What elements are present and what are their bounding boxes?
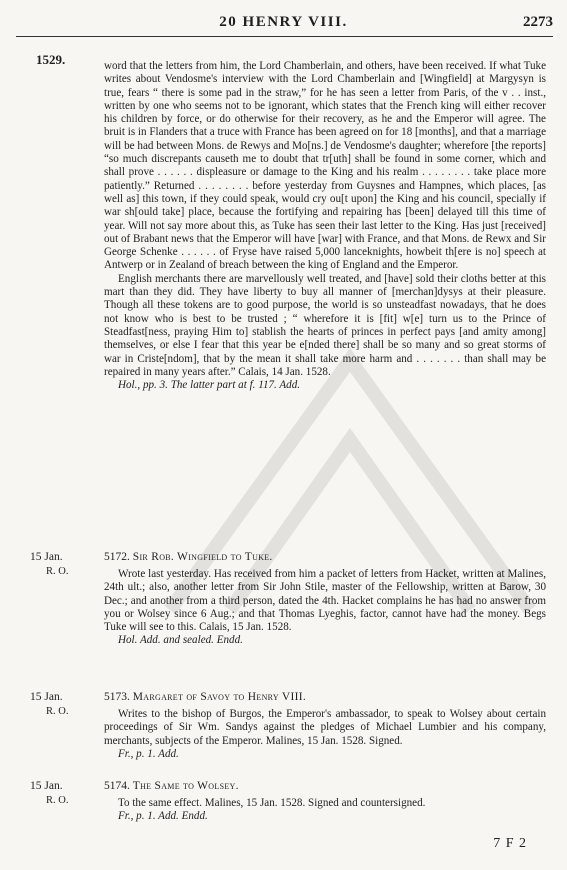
entry-number: 5172. [104,551,130,563]
entry-title: Sir Rob. Wingfield to Tuke. [132,551,273,563]
entry-title: Margaret of Savoy to Henry VIII. [132,691,307,703]
continuation-text [104,60,546,392]
entry-title: The Same to Wolsey. [132,780,239,792]
header-rule [16,36,553,37]
entry-source: R. O. [46,566,69,577]
entry-heading [104,691,306,703]
signature-mark: 7 F 2 [493,836,527,851]
entry-number: 5174. [104,780,130,792]
entry-body-block [104,568,546,648]
continuation-note: Hol., pp. 3. The latter part at f. 117. Add. [118,379,301,392]
entry-heading [104,780,239,792]
entry-body-block [104,708,546,761]
year-margin: 1529. [36,52,66,67]
entry-date: 15 Jan. [30,691,63,703]
entry-body: To the same effect. Malines, 15 Jan. 1528. Signed and countersigned. [118,797,426,809]
entry-number: 5173. [104,691,130,703]
entry-note: Hol. Add. and sealed. Endd. [118,634,243,647]
entry-heading [104,551,273,563]
continuation-paragraph: English merchants there are marvellously well treated, and [have] sold their cloths better at this mart than they did. They have liberty to buy all manner of [merchan]dysys at their pleasure. Though all these tokens are to good purpose, the world is so unsteadfast nowadays, that he does not know who is best to be trusted ; “ wherefore it is [fit] w[e] turn us to the Prince of Steadfast[ness, praying Him to] stablish the hearts of princes in perfect pays [and amity among] themselves, or else I fear that this year be e[nded there] shall be so many and so great storms of war in Criste[ndom], that by the mean it shall take more harm and . . . . . . . than shall may be repaired in many years after.” Calais, 14 Jan. 1528. [104,272,546,378]
entry-date: 15 Jan. [30,551,63,563]
page-number: 2273 [523,14,553,30]
entry-note: Fr., p. 1. Add. [118,747,179,760]
entry-note: Fr., p. 1. Add. Endd. [118,810,208,823]
running-head-title: 20 HENRY VIII. [219,14,348,30]
continuation-paragraph: word that the letters from him, the Lord Chamberlain, and others, have been received. If what Tuke writes about Vendosme's interview with the Lord Chamberlain and [Wingfield] at Margysyn is true, fears “ there is some pad in the straw,” for he has seen a letter from Paris, of the v . . inst., written by one who seems not to be ignorant, which states that the French king will either recover his children by force, or do otherwise for their recovery, as he and the Emperor will agree. The bruit is in Flanders that a truce with France has been agreed on for 18 [months], and that a marriage will be had between Mons. de Rewys and Mo[ns.] de Vendosme's daughter; wherefore [the reports] “so much discrepants causeth me to doubt that tr[uth] shall be found in some corner, which and shall prove . . . . . . displeasure or damage to the King and his realm . . . . . . . . take place more patiently.” Returned . . . . . . . . before yesterday from Guysnes and Hampnes, which places, [as well as] this town, if they could speak, would cry ou[t upon] the King and his council, specially if war sh[ould take] place, because the fortifying and repairing has [been] delayed till this time of year. Will not say more about this, as Tuke has seen their last letter to the King. Has just [received] out of Brabant news that the Emperor will have [war] with France, and that Mons. de Rewx and Sir George Schenke . . . . . . of Fryse have raised 5,000 lanceknights, howbeit th[ere is no] speech at Antwerp or in Zealand of breach between the king of England and the Emperor. [104,60,546,272]
entry-source: R. O. [46,706,69,717]
entry-body-block [104,797,546,824]
entry-body: Writes to the bishop of Burgos, the Emperor's ambassador, to speak to Wolsey about certain proceedings of Sir Wm. Sandys against the pledges of Michael Lumbier and his company, merchants, subjects of the Emperor. Malines, 15 Jan. 1528. Signed. [104,708,546,747]
entry-date: 15 Jan. [30,780,63,792]
entry-source: R. O. [46,795,69,806]
entry-body: Wrote last yesterday. Has received from him a packet of letters from Hacket, written at Malines, 24th ult.; also, another letter from Sir John Stile, master of the Fellowship, written at Barow, 30 Dec.; and another from a third person, dated the 4th. Hacket complains he has had no answer from you or Wolsey since 6 Aug.; and that Thomas Lyeghis, factor, cannot have had the money. Begs Tuke will see to this. Calais, 15 Jan. 1528. [104,568,546,634]
